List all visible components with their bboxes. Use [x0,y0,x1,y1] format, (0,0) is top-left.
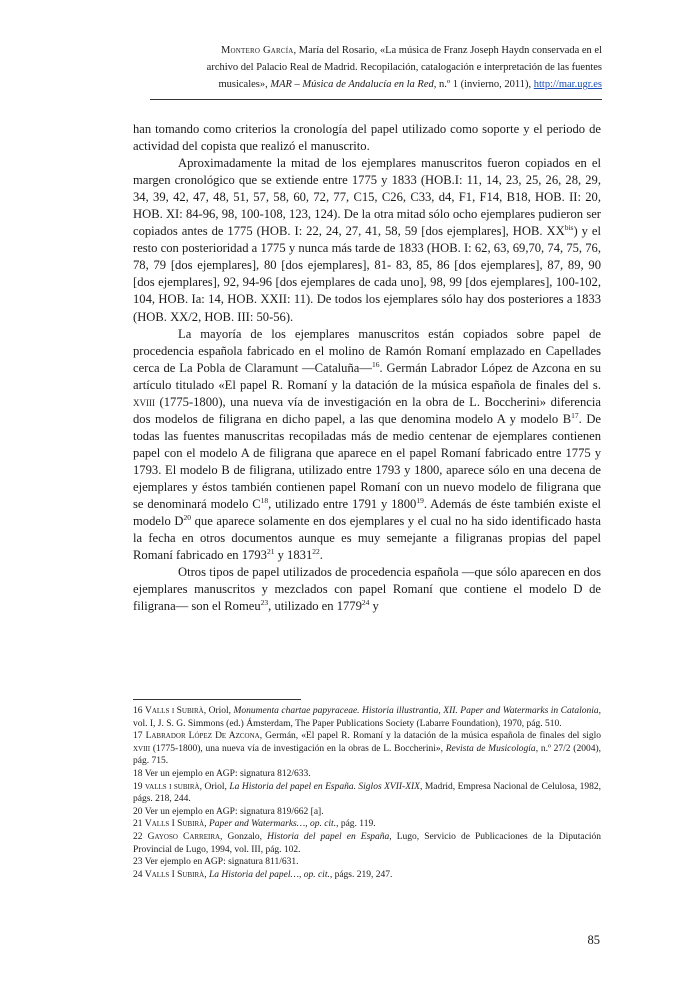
footnote-text: , Oriol, [203,706,234,716]
footnote-author: Valls I Subirà [144,869,205,880]
paragraph-4 [133,564,601,615]
footnote-18 [133,768,601,781]
header-line-2: archivo del Palacio Real de Madrid. Recopilación, catalogación e interpretación de las fuentes [206,62,602,73]
footnote-number: 22 [133,831,143,842]
paragraph-1: han tomando como criterios la cronología del papel utilizado como soporte y el periodo de actividad del copista que realizó el manuscrito. [133,122,601,154]
footnote-ref-17[interactable]: 17 [571,410,579,420]
footnote-text: , [204,869,209,880]
footnote-text: , págs. 219, 247. [329,869,393,880]
footnote-text: Ver ejemplo en AGP: signatura 811/631. [144,857,299,868]
footnote-divider [133,699,301,700]
footnote-title: La Historia del papel en España. Siglos XVII-XIX [229,781,420,792]
footnote-24 [133,869,601,882]
paragraph-3-text-b: . Germán Labrador López de Azcona en su artículo titulado «El papel R. Romaní y la datación de la música española de finales del s. [133,360,601,392]
paragraph-3-text-h: y 1831 [274,548,313,563]
paragraph-3-text-i: . [319,548,323,563]
paragraph-4-text-b: , utilizado en 1779 [268,599,362,614]
footnote-text: Ver un ejemplo en AGP: signatura 819/662 [a]. [144,806,324,817]
century-xviii: xviii [133,743,151,754]
paragraph-3-text-d: . De todas las fuentes manuscritas recopiladas más de medio centenar de ejemplares contienen papel con el modelo A de filigrana que aparece en el papel Romaní fabricado entre 1775 y 1793. El modelo B de filigrana, utilizado entre 1793 y 1800, aparece sólo en una decena de ejemplares y éstos también contienen papel Romaní con un nuevo modelo de filigrana que se denominará modelo C [133,411,602,512]
footnote-16 [133,705,601,730]
footnote-author: valls i subirà [144,781,200,792]
footnote-author: Valls i Subirà [144,706,204,716]
paragraph-3-text-e: , utilizado entre 1791 y 1800 [268,497,417,512]
century-xviii: xviii [133,394,155,409]
footnote-number: 23 [133,857,143,868]
footnote-author: Labrador López De Azcona [145,731,260,742]
header-author: Montero García [221,45,294,56]
footnote-number: 20 [133,806,143,817]
header-journal-title: MAR – Música de Andalucía en la Red [270,79,434,90]
footnote-number: 24 [133,869,143,880]
footnote-number: 17 [133,731,143,742]
footnote-text: vol. I, J. S. G. Simmons (ed.) Ámsterdam, The Paper Publications Society (Labarre Foundation), 1970, pág. 510. [133,718,562,729]
footnote-ref-19[interactable]: 19 [416,495,424,505]
paragraph-2 [133,155,601,325]
footnote-ref-21[interactable]: 21 [266,546,275,556]
footnotes [133,705,601,881]
header-url-link[interactable]: http://mar.ugr.es [533,79,602,90]
paragraph-4-text-a: Otros tipos de papel utilizados de procedencia española —que sólo aparecen en dos ejemplares manuscritos y mezclados con papel Romaní que contiene el modelo D de filigrana— son el Romeu [133,565,601,614]
footnote-text: , [204,819,209,830]
footnote-text: , Oriol, [199,781,230,792]
footnote-text: , pág. 119. [336,819,376,830]
footnote-ref-23[interactable]: 23 [260,598,269,608]
header-divider [150,99,602,100]
paragraph-3-text-f: . Además de éste también existe el modelo D [133,497,601,529]
footnote-ref-16[interactable]: 16 [371,359,380,369]
footnote-20 [133,806,601,819]
footnote-author: Valls I Subirà [144,819,205,830]
paragraph-3-text-c: (1775-1800), una nueva vía de investigación en la obra de L. Boccherini» diferencia dos modelos de filigrana en dicho papel, a las que denomina modelo A y modelo B [133,394,601,426]
paragraph-3-text-a: La mayoría de los ejemplares manuscritos están copiados sobre papel de procedencia española fabricado en el molino de Ramón Romaní emplazado en Capellades cerca de La Pobla de Claramunt —Cataluña— [133,326,601,375]
footnote-22 [133,831,601,856]
footnote-title: Historia del papel en España [267,831,390,842]
footnote-text: Ver un ejemplo en AGP: signatura 812/633. [144,768,311,779]
footnote-title: Revista de Musicología [445,743,536,754]
header-line-1-text: , María del Rosario, «La música de Franz Joseph Haydn conservada en el [293,45,602,56]
footnote-19 [133,781,601,806]
paragraph-4-text-c: y [369,599,379,614]
running-header [150,42,602,93]
footnote-21 [133,818,601,831]
footnote-number: 18 [133,768,143,779]
footnote-ref-22[interactable]: 22 [312,546,320,556]
footnote-number: 21 [133,819,143,830]
footnote-ref-20[interactable]: 20 [183,512,191,522]
header-line-1 [150,42,602,59]
footnote-ref-18[interactable]: 18 [260,495,269,505]
footnote-text: , Gonzalo, [220,831,268,842]
footnote-text: , Lugo, Servicio de Publicaciones de la Diputación Provincial de Lugo, 1994, vol. III, pág. 102. [133,831,601,855]
footnote-17 [133,730,601,768]
footnote-title: Monumenta chartae papyraceae. Historia illustrantia, XII. Paper and Watermarks in Catalonia, [233,706,601,716]
footnote-text: , Madrid, Empresa Nacional de Celulosa, 1982, págs. 218, 244. [133,781,602,805]
footnote-number: 19 [133,781,143,792]
header-line-3 [150,76,602,93]
footnote-text: , Germán, «El papel R. Romaní y la datación de la música española de finales del siglo [259,731,601,742]
footnote-23 [133,856,601,869]
footnote-text: (1775-1800), una nueva vía de investigación en la obras de L. Boccherini», [150,743,446,754]
footnote-title: Paper and Watermarks…, op. cit. [208,819,337,830]
footnote-text: , n.º 27/2 (2004), pág. 715. [133,743,601,767]
paragraph-2-text-b: ) y el resto con posterioridad a 1775 y nunca más tarde de 1833 (HOB. I: 62, 63, 69,70, 74, 75, 76, 78, 79 [dos ejemplares], 80 [dos ejemplares], 81- 83, 85, 86 [dos ejemplares], 87, 89, 90 [dos ejemplares], 92, 94-96 [dos ejemplares de cada uno], 98, 99 [dos ejemplares], 100-102, 104, HOB. Ia: 14, HOB. XXII: 11). De todos los ejemplares sólo hay dos posteriores a 1833 (HOB. XX/2, HOB. III: 50-56). [133,224,601,324]
paragraph-3 [133,326,601,565]
header-line-3-text: musicales», [218,79,268,90]
header-issue: , n.º 1 (invierno, 2011), [433,79,532,90]
paragraph-2-text-a: Aproximadamente la mitad de los ejemplares manuscritos fueron copiados en el margen cronológico que se extiende entre 1775 y 1833 (HOB.I: 11, 14, 23, 25, 26, 28, 29, 34, 39, 42, 47, 48, 51, 57, 58, 60, 72, 77, C15, C26, C33, d4, F1, F14, B18, HOB. II: 20, HOB. XI: 84-96, 98, 100-108, 123, 124). De la otra mitad sólo ocho ejemplares pudieron ser copiados antes de 1775 (HOB. I: 22, 24, 27, 41, 58, 59 [dos ejemplares], HOB. XX [133,156,601,239]
page-number: 85 [587,933,600,947]
body-text [133,121,601,615]
paragraph-3-text-g: que aparece solamente en dos ejemplares y el cual no ha sido identificado hasta la fecha en otros documentos aunque es muy semejante a filigranas propias del papel Romaní fabricado en 1793 [133,514,601,563]
footnote-number: 16 [133,706,143,716]
footnote-title: La Historia del papel…, op. cit. [208,869,330,880]
footnote-author: Gayoso Carreira [147,831,221,842]
superscript-bis: bis [564,223,574,233]
footnote-ref-24[interactable]: 24 [361,598,370,608]
